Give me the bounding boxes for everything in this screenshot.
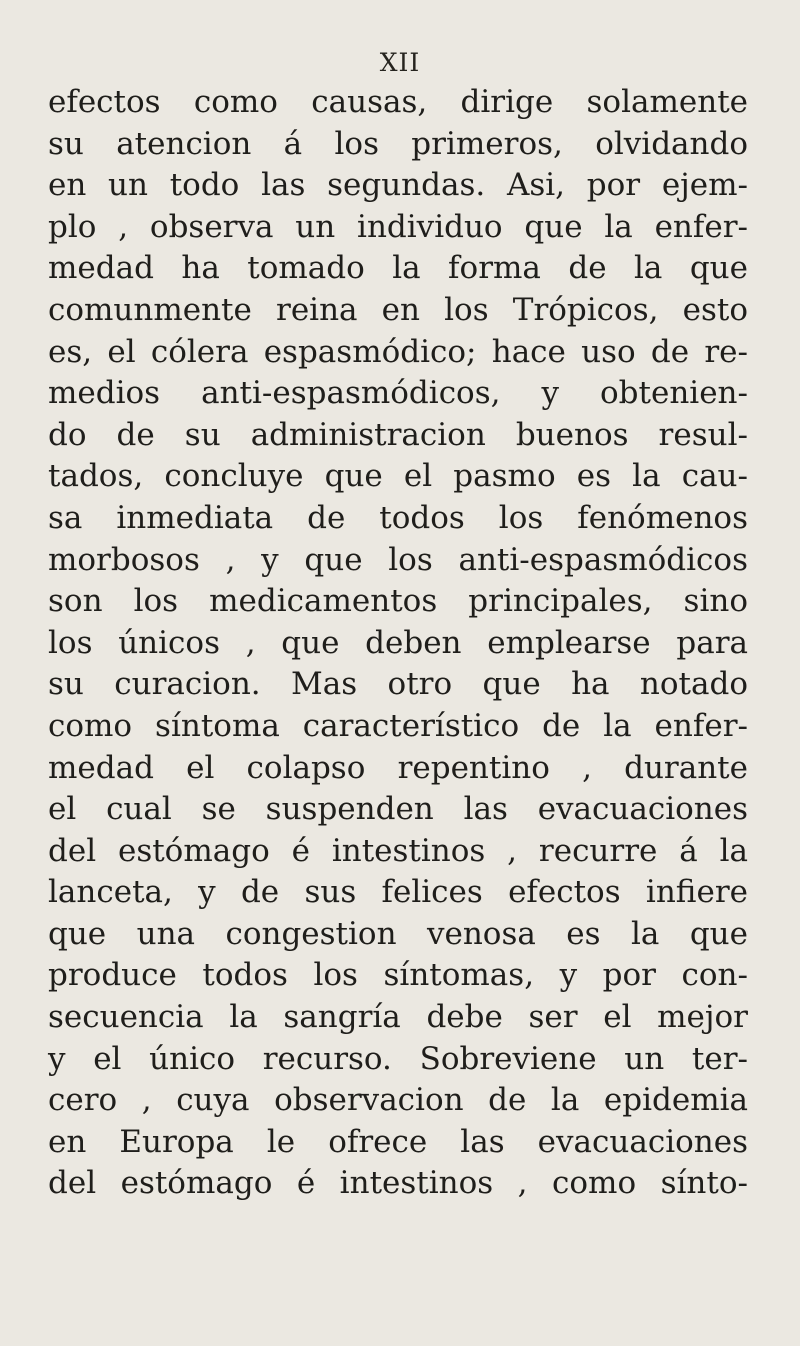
text-line: y el único recurso. Sobreviene un ter- (48, 1040, 748, 1077)
text-line: que una congestion venosa es la que (48, 915, 748, 952)
text-line: plo , observa un individuo que la enfer- (48, 208, 748, 245)
page-number: XII (379, 48, 421, 77)
text-line: lanceta, y de sus felices efectos infiere (48, 874, 748, 911)
text-line: del estómago é intestinos , recurre á la (48, 832, 748, 869)
text-line: comunmente reina en los Trópicos, esto (48, 291, 748, 328)
text-line: medad el colapso repentino , durante (48, 749, 748, 786)
text-line: en un todo las segundas. Asi, por ejem- (48, 167, 748, 204)
text-line: medios anti-espasmódicos, y obtenien- (48, 375, 748, 412)
body-text (48, 82, 748, 1205)
text-line: secuencia la sangría debe ser el mejor (48, 999, 748, 1036)
text-line: los únicos , que deben emplearse para (48, 624, 748, 661)
text-line: del estómago é intestinos , como sínto- (48, 1165, 748, 1202)
text-line: produce todos los síntomas, y por con- (48, 957, 748, 994)
text-line: tados, concluye que el pasmo es la cau- (48, 458, 748, 495)
text-line: medad ha tomado la forma de la que (48, 250, 748, 287)
text-line: do de su administracion buenos resul- (48, 416, 748, 453)
text-line: efectos como causas, dirige solamente (48, 84, 748, 120)
text-line: como síntoma característico de la enfer- (48, 707, 748, 744)
text-line: son los medicamentos principales, sino (48, 583, 748, 620)
text-line: cero , cuya observacion de la epidemia (48, 1082, 748, 1119)
text-line: su atencion á los primeros, olvidando (48, 125, 748, 162)
text-line: morbosos , y que los anti-espasmódicos (48, 541, 748, 578)
text-line: el cual se suspenden las evacuaciones (48, 791, 748, 828)
text-line: en Europa le ofrece las evacuaciones (48, 1123, 748, 1160)
text-line: su curacion. Mas otro que ha notado (48, 666, 748, 703)
text-line: es, el cólera espasmódico; hace uso de re- (48, 333, 748, 370)
text-line: sa inmediata de todos los fenómenos (48, 499, 748, 536)
